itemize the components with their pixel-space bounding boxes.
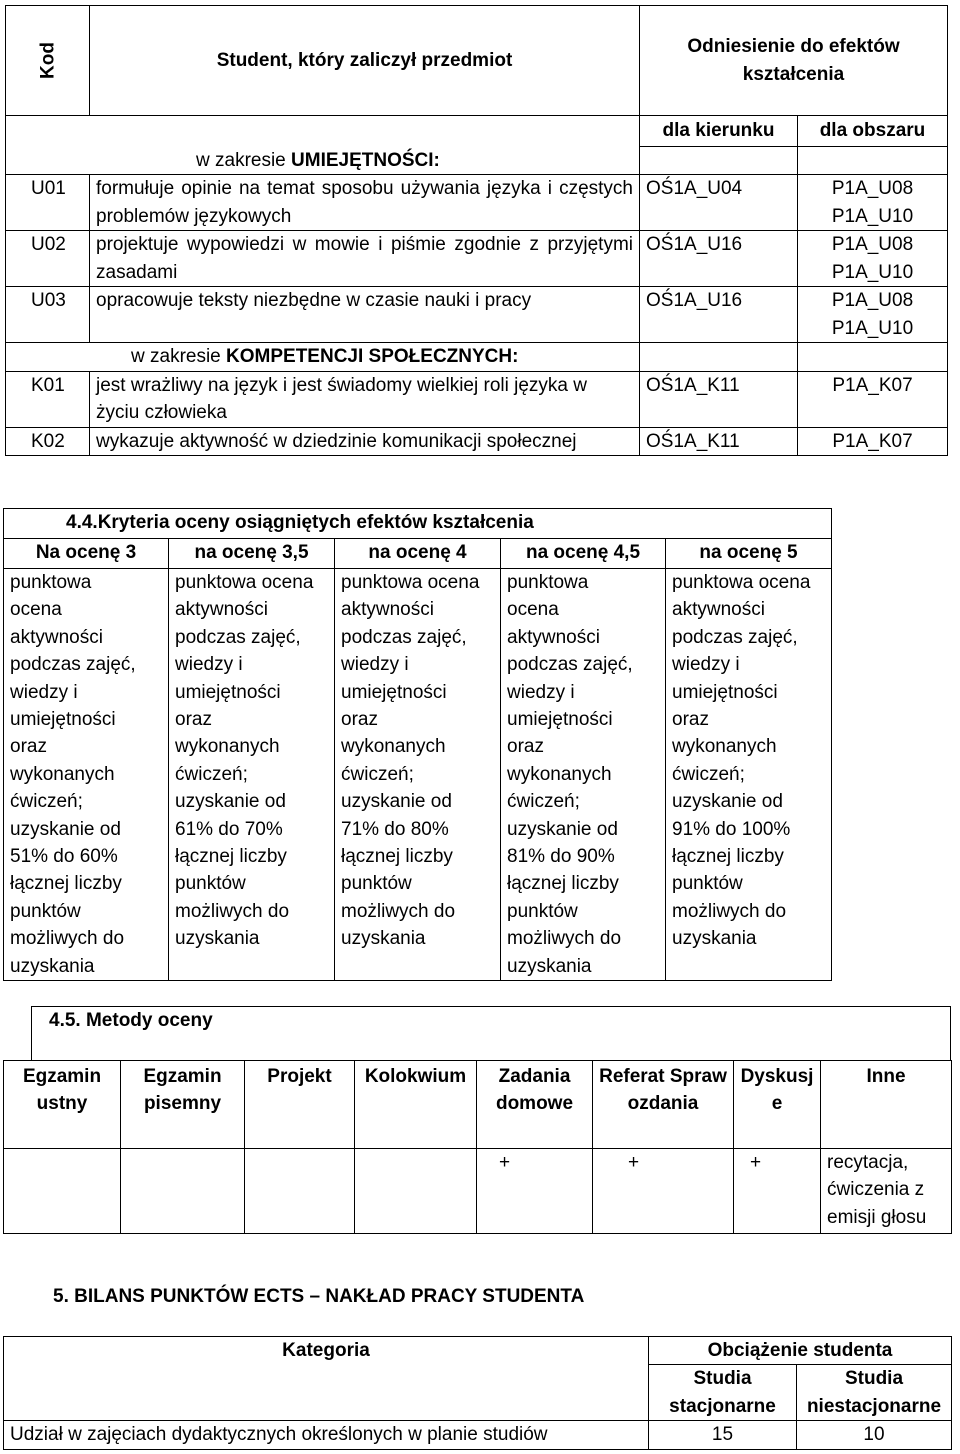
- skill-text: opracowuje teksty niezbędne w czasie nauki i pracy: [90, 287, 640, 343]
- methods-title-box: [31, 1006, 951, 1060]
- method-value: +: [477, 1149, 593, 1234]
- skill-code: U01: [6, 175, 90, 231]
- balance-label: Udział w zajęciach dydaktycznych określonych w planie studiów: [4, 1421, 649, 1449]
- method-value: [245, 1149, 355, 1234]
- skill-code: U02: [6, 231, 90, 287]
- methods-values-row: [4, 1149, 952, 1234]
- method-header: Zadania domowe: [477, 1061, 593, 1149]
- grade-header: na ocenę 4,5: [501, 539, 666, 569]
- skill-text: projektuje wypowiedzi w mowie i piśmie zgodnie z przyjętymi zasadami: [90, 231, 640, 287]
- method-value: +: [593, 1149, 734, 1234]
- grade-header: na ocenę 4: [335, 539, 501, 569]
- social-field: OŚ1A_K11: [640, 427, 798, 456]
- code-header: Kod: [6, 6, 90, 116]
- skill-text: formułuje opinie na temat sposobu używania języka i częstych problemów językowych: [90, 175, 640, 231]
- grade-header: Na ocenę 3: [4, 539, 169, 569]
- balance-stationary-value: 15: [649, 1421, 797, 1449]
- method-value: [4, 1149, 121, 1234]
- grade-description: punktowa ocena aktywności podczas zajęć, wiedzy i umiejętności oraz wykonanych ćwiczeń; uzyskanie od 51% do 60% łącznej liczby punktów możliwych do uzyskania: [4, 569, 169, 981]
- grade-description: punktowa ocena aktywności podczas zajęć, wiedzy i umiejętności oraz wykonanych ćwiczeń; uzyskanie od 81% do 90% łącznej liczby punktów możliwych do uzyskania: [501, 569, 666, 981]
- grade-header: na ocenę 3,5: [169, 539, 335, 569]
- skill-field: OŚ1A_U04: [640, 175, 798, 231]
- method-header: Egzamin pisemny: [121, 1061, 245, 1149]
- grade-description: punktowa ocena aktywności podczas zajęć, wiedzy i umiejętności oraz wykonanych ćwiczeń; uzyskanie od 71% do 80% łącznej liczby punktów możliwych do uzyskania: [335, 569, 501, 981]
- social-area: P1A_K07: [798, 371, 948, 427]
- skill-code: U03: [6, 287, 90, 343]
- social-field: OŚ1A_K11: [640, 371, 798, 427]
- section-skills-row: [6, 147, 948, 175]
- subheader-row: [6, 116, 948, 147]
- load-header: Obciążenie studenta: [649, 1337, 952, 1365]
- grade-description: punktowa ocena aktywności podczas zajęć, wiedzy i umiejętności oraz wykonanych ćwiczeń; uzyskanie od 91% do 100% łącznej liczby punktów możliwych do uzyskania: [666, 569, 832, 981]
- student-header: Student, który zaliczył przedmiot: [90, 6, 640, 116]
- grade-header: na ocenę 5: [666, 539, 832, 569]
- skill-area: P1A_U08 P1A_U10: [798, 287, 948, 343]
- learning-outcomes-table: [5, 5, 948, 456]
- table-row: [4, 569, 832, 981]
- criteria-title: 4.4.Kryteria oceny osiągniętych efektów kształcenia: [4, 509, 832, 539]
- stationary-header: Studia stacjonarne: [649, 1365, 797, 1421]
- social-code: K01: [6, 371, 90, 427]
- section-social-heading: w zakresie KOMPETENCJI SPOŁECZNYCH:: [6, 343, 640, 372]
- table-row: [6, 427, 948, 456]
- balance-header-row: [4, 1337, 952, 1365]
- social-text: jest wrażliwy na język i jest świadomy wielkiej roli języka w życiu człowieka: [90, 371, 640, 427]
- method-header: Referat Sprawozdania: [593, 1061, 734, 1149]
- grade-header-row: [4, 539, 832, 569]
- table-row: [4, 1421, 952, 1449]
- method-header: Egzamin ustny: [4, 1061, 121, 1149]
- method-value: +: [734, 1149, 821, 1234]
- skill-area: P1A_U08 P1A_U10: [798, 231, 948, 287]
- social-text: wykazuje aktywność w dziedzinie komunikacji społecznej: [90, 427, 640, 456]
- method-value: recytacja, ćwiczenia z emisji głosu: [821, 1149, 952, 1234]
- grade-description: punktowa ocena aktywności podczas zajęć, wiedzy i umiejętności oraz wykonanych ćwiczeń; uzyskanie od 61% do 70% łącznej liczby punktów możliwych do uzyskania: [169, 569, 335, 981]
- table-row: [6, 287, 948, 343]
- reference-header-text: Odniesienie do efektów kształcenia: [687, 36, 900, 85]
- method-value: [355, 1149, 477, 1234]
- skill-field: OŚ1A_U16: [640, 287, 798, 343]
- method-header: Dyskusje: [734, 1061, 821, 1149]
- category-header: Kategoria: [4, 1337, 649, 1421]
- table-row: [6, 231, 948, 287]
- methods-header-row: [4, 1061, 952, 1149]
- methods-title: 4.5. Metody oceny: [49, 1010, 213, 1031]
- balance-non-stationary-value: 10: [797, 1421, 952, 1449]
- table-row: [6, 175, 948, 231]
- ects-balance-table: [3, 1336, 952, 1450]
- skill-area: P1A_U08 P1A_U10: [798, 175, 948, 231]
- method-header: Kolokwium: [355, 1061, 477, 1149]
- method-header: Projekt: [245, 1061, 355, 1149]
- assessment-methods-table: [3, 1060, 952, 1234]
- balance-title: 5. BILANS PUNKTÓW ECTS – NAKŁAD PRACY STUDENTA: [53, 1286, 585, 1307]
- section-social-row: [6, 343, 948, 372]
- social-code: K02: [6, 427, 90, 456]
- section-skills-heading: w zakresie UMIEJĘTNOŚCI:: [6, 147, 640, 175]
- reference-header: [640, 6, 948, 116]
- method-value: [121, 1149, 245, 1234]
- table-row: [6, 371, 948, 427]
- skill-field: OŚ1A_U16: [640, 231, 798, 287]
- for-area-header: dla obszaru: [798, 116, 948, 147]
- outcomes-header-row: [6, 6, 948, 116]
- method-header: Inne: [821, 1061, 952, 1149]
- non-stationary-header: Studia niestacjonarne: [797, 1365, 952, 1421]
- grading-criteria-table: [3, 508, 832, 981]
- social-area: P1A_K07: [798, 427, 948, 456]
- for-field-header: dla kierunku: [640, 116, 798, 147]
- criteria-title-row: [4, 509, 832, 539]
